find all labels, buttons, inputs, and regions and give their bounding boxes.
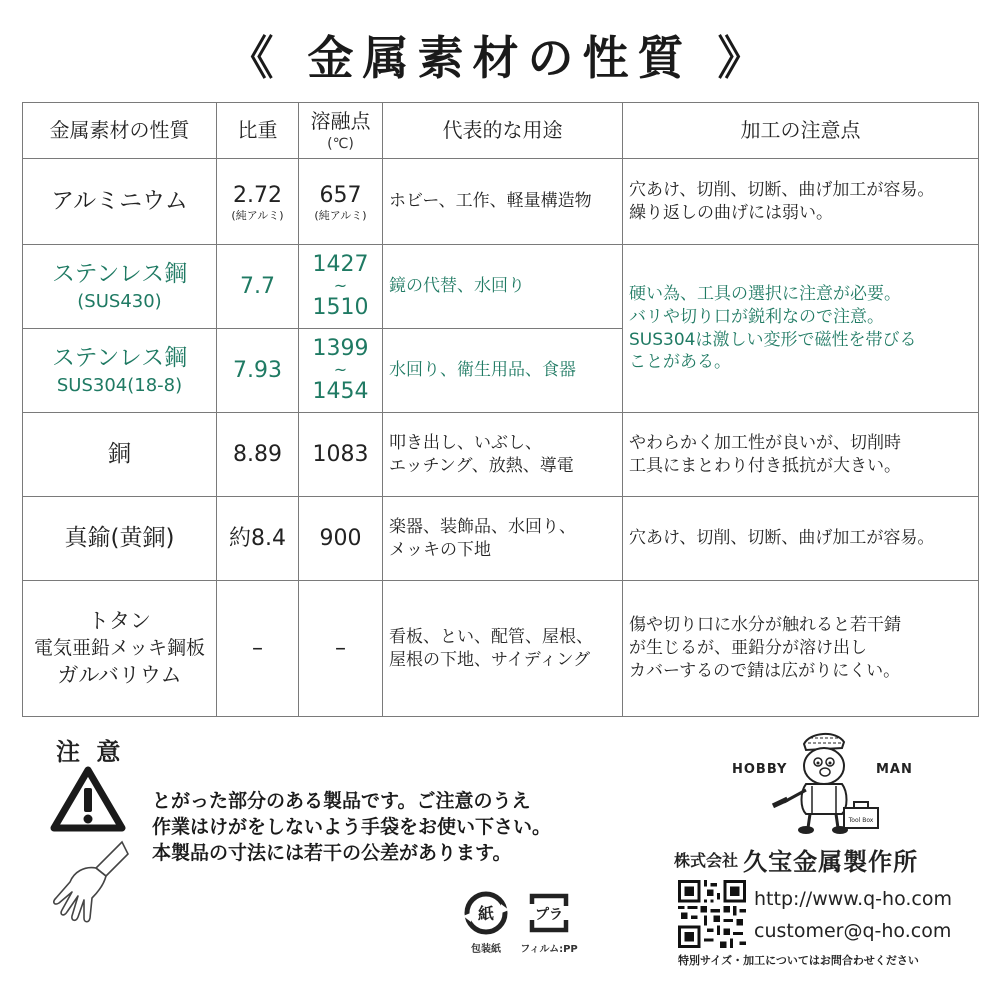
- sus430-name: [23, 245, 217, 329]
- brass-note: 穴あけ、切削、切断、曲げ加工が容易。: [623, 497, 979, 581]
- aluminium-melt-value: 657: [319, 182, 362, 208]
- aluminium-note-line: 穴あけ、切削、切断、曲げ加工が容易。: [629, 179, 935, 200]
- glove-icon: [44, 836, 134, 932]
- copper-use-line: 叩き出し、いぶし、: [389, 432, 542, 453]
- sus304-grade: SUS304(18-8): [56, 374, 183, 396]
- company-prefix: 株式会社: [674, 851, 739, 870]
- brass-melt: 900: [299, 497, 383, 581]
- tin-name-line: トタン: [88, 609, 151, 634]
- mascot-logo: [770, 728, 880, 836]
- stainless-note-line: ことがある。: [629, 352, 731, 373]
- custom-order-note: 特別サイズ・加工についてはお問合わせください: [678, 954, 919, 967]
- aluminium-melt: [299, 159, 383, 245]
- aluminium-note-line: 繰り返しの曲げには弱い。: [629, 202, 833, 223]
- tin-use-line: 看板、とい、配管、屋根、: [389, 626, 593, 647]
- sus304-melt-high: 1454: [312, 378, 369, 404]
- sus430-melt-low: 1427: [312, 252, 369, 278]
- brass-use-line: メッキの下地: [389, 539, 491, 560]
- plastic-recycle-icon: [526, 890, 572, 936]
- paper-recycle-icon: [463, 890, 509, 936]
- tin-gravity: –: [217, 581, 299, 717]
- aluminium-melt-note: (純アルミ): [314, 209, 367, 223]
- company-title: 久宝金属製作所: [743, 848, 919, 876]
- tin-name-line: ガルバリウム: [57, 663, 182, 688]
- sus430-grade: (SUS430): [77, 290, 162, 312]
- table-row: [23, 413, 979, 497]
- tin-note-line: 傷や切り口に水分が触れると若干錆: [629, 615, 901, 636]
- paper-recycle-mark: [458, 890, 514, 955]
- tin-name: [23, 581, 217, 717]
- caution-line: 本製品の寸法には若干の公差があります。: [152, 842, 512, 864]
- tin-note-line: が生じるが、亜鉛分が溶け出し: [629, 638, 867, 659]
- caution-text: [152, 788, 551, 866]
- sus430-use: 鏡の代替、水回り: [383, 245, 623, 329]
- copper-note-line: 工具にまとわり付き抵抗が大きい。: [629, 455, 901, 476]
- page-title: 《 金属素材の性質 》: [227, 31, 773, 85]
- aluminium-gravity: [217, 159, 299, 245]
- sus430-melt-high: 1510: [312, 294, 369, 320]
- brass-name: 真鍮(黄銅): [23, 497, 217, 581]
- brass-use-line: 楽器、装飾品、水回り、: [389, 516, 576, 537]
- table-row: [23, 497, 979, 581]
- aluminium-note: [623, 159, 979, 245]
- caution-line: とがった部分のある製品です。ご注意のうえ: [152, 790, 531, 812]
- table-header-row: [23, 103, 979, 159]
- header-gravity: 比重: [217, 103, 299, 159]
- copper-note: [623, 413, 979, 497]
- tin-melt: –: [299, 581, 383, 717]
- plastic-recycle-mark: [514, 890, 584, 955]
- logo-text-left: HOBBY: [732, 762, 788, 777]
- toolbox-label: Tool Box: [848, 817, 874, 824]
- header-melt-unit: (℃): [327, 135, 354, 152]
- warning-icon: [50, 766, 126, 832]
- copper-gravity: 8.89: [217, 413, 299, 497]
- logo-text-right: MAN: [876, 762, 913, 777]
- table-row: [23, 159, 979, 245]
- tin-note-line: カバーするので錆は広がりにくい。: [629, 660, 901, 681]
- sus430-gravity: 7.7: [217, 245, 299, 329]
- plastic-recycle-glyph: プラ: [535, 907, 563, 923]
- sus304-melt-tilde: ~: [333, 360, 348, 380]
- stainless-note-line: 硬い為、工具の選択に注意が必要。: [629, 283, 901, 304]
- tin-note: [623, 581, 979, 717]
- tin-use: [383, 581, 623, 717]
- table-row: [23, 581, 979, 717]
- header-use: 代表的な用途: [383, 103, 623, 159]
- paper-recycle-glyph: 紙: [477, 904, 495, 923]
- header-melting-point: [299, 103, 383, 159]
- company-name: [674, 842, 918, 877]
- stainless-note-line: SUS304は激しい変形で磁性を帯びる: [629, 329, 917, 350]
- sus304-melt-low: 1399: [312, 336, 369, 362]
- caution-line: 作業はけがをしないよう手袋をお使い下さい。: [152, 816, 552, 838]
- copper-melt: 1083: [299, 413, 383, 497]
- company-url-link[interactable]: http://www.q-ho.com: [754, 888, 952, 910]
- metal-properties-table: [22, 102, 979, 717]
- header-note: 加工の注意点: [623, 103, 979, 159]
- copper-name: 銅: [23, 413, 217, 497]
- tin-name-line: 電気亜鉛メッキ鋼板: [33, 636, 205, 659]
- copper-use: [383, 413, 623, 497]
- header-melt-label: 溶融点: [310, 108, 371, 133]
- brass-gravity: 約8.4: [217, 497, 299, 581]
- sus304-melt: [299, 329, 383, 413]
- sus304-gravity: 7.93: [217, 329, 299, 413]
- aluminium-name: アルミニウム: [23, 159, 217, 245]
- header-material: 金属素材の性質: [23, 103, 217, 159]
- copper-use-line: エッチング、放熱、導電: [389, 455, 574, 476]
- plastic-recycle-label: フィルム:PP: [520, 944, 578, 955]
- hobby-man-logo: [730, 728, 920, 838]
- aluminium-gravity-note: (純アルミ): [231, 209, 284, 223]
- brass-use: [383, 497, 623, 581]
- copper-note-line: やわらかく加工性が良いが、切削時: [629, 432, 901, 453]
- stainless-note: [623, 245, 979, 413]
- aluminium-gravity-value: 2.72: [233, 182, 282, 208]
- sus304-use: 水回り、衛生用品、食器: [383, 329, 623, 413]
- sus430-material: ステンレス鋼: [51, 260, 188, 287]
- sus430-melt: [299, 245, 383, 329]
- sus304-name: [23, 329, 217, 413]
- tin-use-line: 屋根の下地、サイディング: [389, 649, 591, 670]
- sus430-melt-tilde: ~: [333, 276, 348, 296]
- stainless-note-line: バリや切り口が鋭利なので注意。: [629, 306, 884, 327]
- paper-recycle-label: 包装紙: [471, 944, 501, 955]
- table-row: [23, 245, 979, 329]
- aluminium-use: ホビー、工作、軽量構造物: [383, 159, 623, 245]
- qr-code: [678, 880, 746, 948]
- caution-label: 注 意: [56, 738, 125, 766]
- company-email-link[interactable]: customer@q-ho.com: [754, 920, 952, 942]
- sus304-material: ステンレス鋼: [51, 344, 188, 371]
